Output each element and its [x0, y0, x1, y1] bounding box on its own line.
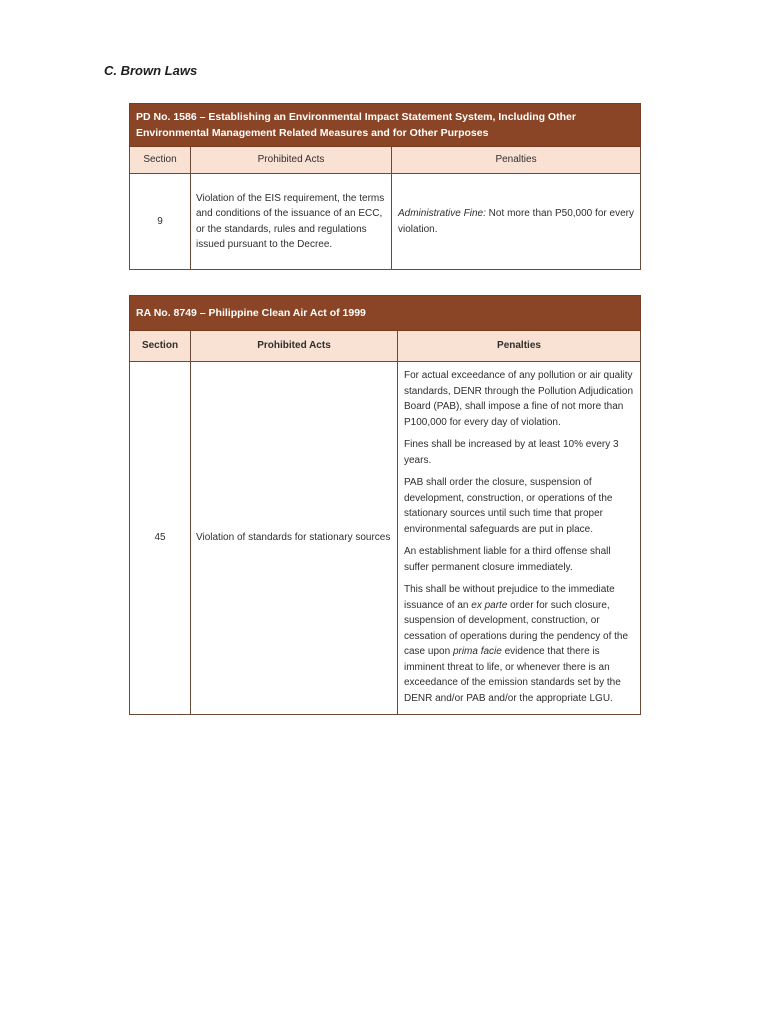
- section-heading: C. Brown Laws: [104, 63, 198, 78]
- pd-1586-table: [129, 103, 641, 270]
- penalty-paragraph: An establishment liable for a third offense shall suffer permanent closure immediately.: [404, 546, 611, 573]
- table-title: PD No. 1586 – Establishing an Environmental Impact Statement System, Including Other Environmental Management Related Measures and for Other Purposes: [130, 104, 641, 147]
- prohibited-acts-cell: Violation of standards for stationary sources: [191, 362, 398, 715]
- header-section: Section: [130, 331, 191, 362]
- header-penalties: Penalties: [392, 147, 641, 174]
- penalty-paragraph: PAB shall order the closure, suspension of development, construction, or operations of the stationary sources until such time that proper environmental safeguards are put in place.: [404, 477, 613, 535]
- penalty-text: evidence that there is imminent threat to life, or whenever there is an exceedance of the emission standards set by the DENR and/or PAB and/or the appropriate LGU.: [404, 646, 621, 704]
- penalty-paragraph: For actual exceedance of any pollution or air quality standards, DENR through the Pollution Adjudication Board (PAB), shall impose a fine of not more than P100,000 for every day of violation.: [404, 370, 634, 428]
- table-row: [130, 362, 641, 715]
- prohibited-acts-cell: Violation of the EIS requirement, the terms and conditions of the issuance of an ECC, or the standards, rules and regulations issued pursuant to the Decree.: [191, 174, 392, 270]
- latin-term: prima facie: [452, 646, 502, 657]
- ra-8749-table: [129, 295, 641, 715]
- penalty-text: This shall be without prejudice to the immediate issuance of an: [404, 584, 615, 611]
- section-number: 9: [130, 174, 191, 270]
- penalties-cell: [398, 362, 641, 715]
- penalty-paragraph: Fines shall be increased by at least 10% every 3 years.: [404, 439, 619, 466]
- header-prohibited-acts: Prohibited Acts: [191, 147, 392, 174]
- penalty-label: Administrative Fine:: [398, 208, 486, 219]
- table-title: RA No. 8749 – Philippine Clean Air Act of 1999: [130, 296, 641, 331]
- header-penalties: Penalties: [398, 331, 641, 362]
- header-section: Section: [130, 147, 191, 174]
- header-prohibited-acts: Prohibited Acts: [191, 331, 398, 362]
- penalty-paragraph: [404, 582, 634, 706]
- penalty-text: order for such closure, suspension of development, construction, or cessation of operations during the pendency of the case upon: [404, 599, 629, 657]
- table-row: [130, 174, 641, 270]
- penalty-text: Not more than P50,000 for every violation.: [398, 208, 635, 235]
- penalties-cell: [392, 174, 641, 270]
- latin-term: ex parte: [471, 599, 508, 611]
- section-number: 45: [130, 362, 191, 715]
